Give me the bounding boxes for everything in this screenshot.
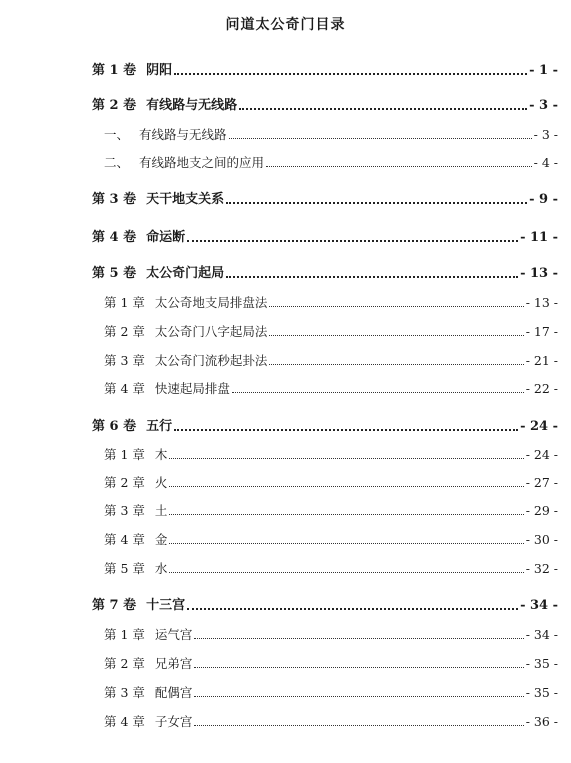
toc-chapter-entry[interactable] <box>104 560 558 578</box>
toc-entry-title: 有线路与无线路 <box>146 98 238 113</box>
dot-leader <box>226 276 518 278</box>
toc-page-number: - 36 - <box>525 714 558 729</box>
toc-entry-title: 土 <box>154 503 168 518</box>
toc-entry-number: 第 1 章 <box>104 447 145 462</box>
toc-entry-number: 第 2 章 <box>104 324 145 339</box>
toc-chapter-entry[interactable] <box>104 684 558 702</box>
toc-entry-number: 第 3 章 <box>104 353 145 368</box>
toc-entry-title: 阴阳 <box>146 63 173 78</box>
toc-entry-number: 第 1 卷 <box>92 63 137 78</box>
toc-entry-number: 第 2 卷 <box>92 98 137 113</box>
page-title: 问道太公奇门目录 <box>225 17 346 33</box>
toc-page-number: - 4 - <box>533 155 558 170</box>
toc-entry-number: 第 6 卷 <box>92 419 137 434</box>
toc-entry-title: 有线路与无线路 <box>139 127 227 142</box>
toc-volume-entry[interactable] <box>92 597 558 615</box>
toc-entry-title: 有线路地支之间的应用 <box>139 155 265 170</box>
toc-entry-title: 太公奇门流秒起卦法 <box>154 353 268 368</box>
toc-entry-title: 水 <box>154 561 168 576</box>
dot-leader <box>229 138 532 139</box>
toc-page-number: - 11 - <box>520 230 558 245</box>
toc-entry-number: 第 1 章 <box>104 627 145 642</box>
toc-entry-title: 配偶宫 <box>154 685 193 700</box>
toc-entry-number: 第 2 章 <box>104 475 145 490</box>
toc-volume-entry[interactable] <box>92 62 558 80</box>
toc-page-number: - 3 - <box>529 98 558 113</box>
toc-page-number: - 17 - <box>525 324 558 339</box>
toc-volume-entry[interactable] <box>92 191 558 209</box>
toc-chapter-entry[interactable] <box>104 154 558 172</box>
dot-leader <box>194 696 523 697</box>
toc-chapter-entry[interactable] <box>104 294 558 312</box>
toc-chapter-entry[interactable] <box>104 502 558 520</box>
dot-leader <box>169 572 523 573</box>
dot-leader <box>226 202 527 204</box>
dot-leader <box>174 429 518 431</box>
dot-leader <box>194 667 523 668</box>
toc-entry-number: 第 3 章 <box>104 685 145 700</box>
toc-page-number: - 35 - <box>525 656 558 671</box>
toc-page-number: - 1 - <box>529 63 558 78</box>
toc-page-number: - 30 - <box>525 532 558 547</box>
toc-chapter-entry[interactable] <box>104 352 558 370</box>
dot-leader <box>169 514 523 515</box>
toc-entry-number: 第 4 章 <box>104 532 145 547</box>
toc-entry-title: 太公奇地支局排盘法 <box>154 295 268 310</box>
dot-leader <box>239 108 527 110</box>
toc-page-number: - 9 - <box>529 192 558 207</box>
toc-entry-number: 第 4 章 <box>104 381 145 396</box>
toc-page-number: - 21 - <box>525 353 558 368</box>
toc-page-number: - 34 - <box>525 627 558 642</box>
toc-page-number: - 34 - <box>520 598 558 613</box>
toc-entry-number: 一、 <box>104 127 130 142</box>
toc-entry-number: 第 1 章 <box>104 295 145 310</box>
toc-page-number: - 27 - <box>525 475 558 490</box>
toc-chapter-entry[interactable] <box>104 446 558 464</box>
dot-leader <box>187 240 518 242</box>
toc-page-number: - 24 - <box>525 447 558 462</box>
toc-chapter-entry[interactable] <box>104 323 558 341</box>
toc-page-number: - 35 - <box>525 685 558 700</box>
dot-leader <box>187 608 518 610</box>
toc-entry-title: 太公奇门起局 <box>146 266 225 281</box>
toc-entry-number: 第 4 卷 <box>92 230 137 245</box>
dot-leader <box>269 306 523 307</box>
toc-page-number: - 13 - <box>525 295 558 310</box>
toc-entry-number: 第 4 章 <box>104 714 145 729</box>
toc-volume-entry[interactable] <box>92 418 558 436</box>
toc-entry-title: 火 <box>154 475 168 490</box>
toc-chapter-entry[interactable] <box>104 380 558 398</box>
toc-entry-number: 第 5 卷 <box>92 266 137 281</box>
toc-entry-title: 命运断 <box>146 230 186 245</box>
dot-leader <box>266 166 532 167</box>
toc-volume-entry[interactable] <box>92 265 558 283</box>
toc-chapter-entry[interactable] <box>104 126 558 144</box>
toc-page-number: - 13 - <box>520 266 558 281</box>
toc-entry-number: 第 3 卷 <box>92 192 137 207</box>
toc-entry-number: 第 3 章 <box>104 503 145 518</box>
toc-chapter-entry[interactable] <box>104 655 558 673</box>
dot-leader <box>194 638 523 639</box>
toc-chapter-entry[interactable] <box>104 713 558 731</box>
toc-entry-title: 运气宫 <box>154 627 193 642</box>
toc-entry-number: 第 5 章 <box>104 561 145 576</box>
toc-chapter-entry[interactable] <box>104 626 558 644</box>
toc-entry-title: 木 <box>154 447 168 462</box>
toc-page-number: - 29 - <box>525 503 558 518</box>
toc-entry-title: 太公奇门八字起局法 <box>154 324 268 339</box>
dot-leader <box>169 458 523 459</box>
toc-entry-title: 十三宫 <box>146 598 186 613</box>
dot-leader <box>169 486 523 487</box>
dot-leader <box>269 335 523 336</box>
toc-page-number: - 24 - <box>520 419 558 434</box>
toc-entry-number: 第 2 章 <box>104 656 145 671</box>
toc-entry-title: 金 <box>154 532 168 547</box>
dot-leader <box>174 73 527 75</box>
dot-leader <box>232 392 524 393</box>
toc-entry-title: 子女宫 <box>154 714 193 729</box>
toc-chapter-entry[interactable] <box>104 474 558 492</box>
toc-page-number: - 32 - <box>525 561 558 576</box>
toc-chapter-entry[interactable] <box>104 531 558 549</box>
toc-entry-title: 五行 <box>146 419 173 434</box>
toc-entry-title: 快速起局排盘 <box>154 381 230 396</box>
toc-volume-entry[interactable] <box>92 97 558 115</box>
toc-page-number: - 22 - <box>525 381 558 396</box>
toc-entry-title: 天干地支关系 <box>146 192 225 207</box>
toc-entry-number: 二、 <box>104 155 130 170</box>
toc-volume-entry[interactable] <box>92 229 558 247</box>
toc-entry-title: 兄弟宫 <box>154 656 193 671</box>
dot-leader <box>269 364 523 365</box>
dot-leader <box>169 543 523 544</box>
dot-leader <box>194 725 523 726</box>
toc-entry-number: 第 7 卷 <box>92 598 137 613</box>
toc-page-number: - 3 - <box>533 127 558 142</box>
